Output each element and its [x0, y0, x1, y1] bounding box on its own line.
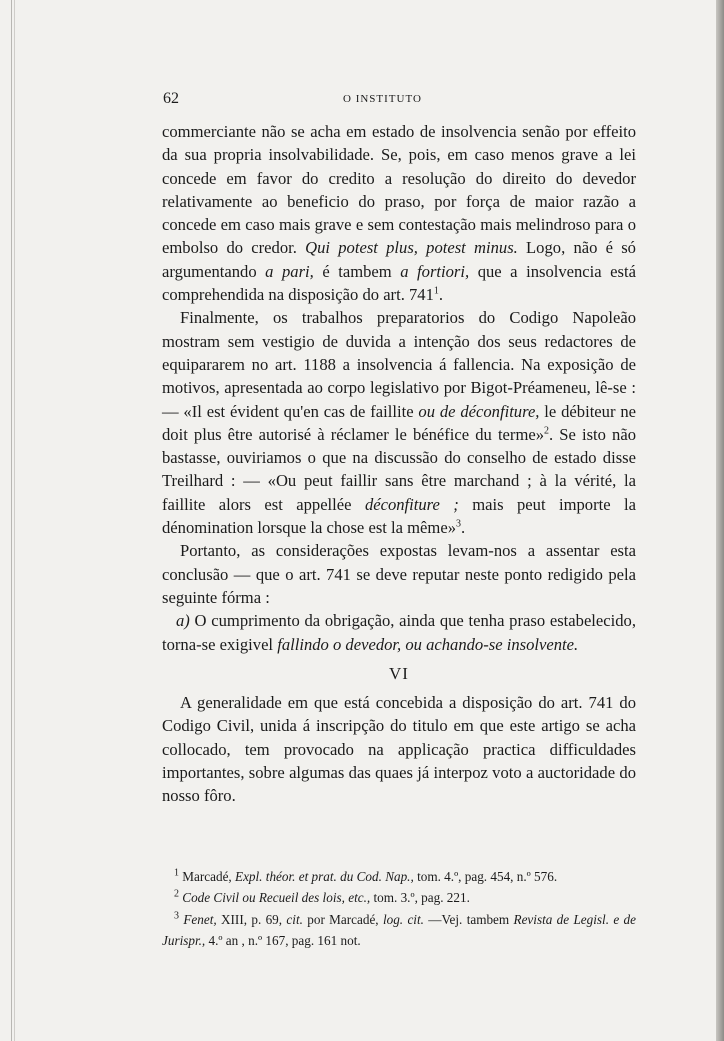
page-edge-shadow	[716, 0, 724, 1041]
page-number: 62	[163, 90, 179, 107]
paragraph-4: A generalidade em que está concebida a disposição do art. 741 do Codigo Civil, unida á inscripção do titulo em que este artigo se acha collocado, tem provocado na applicação practica difficuldades importantes, sobre algumas das quaes já interpoz voto a auctoridade do nosso fôro.	[162, 693, 636, 806]
footnote-3: $^3$ Fenet, XIII, p. 69, cit. por Marcadé, log. cit. —Vej. tambem Revista de Legisl. e de Jurispr., 4.º an , n.º 167, pag. 161 not.	[162, 910, 636, 948]
footnote-ref-3: 3	[456, 518, 461, 530]
footnote-2: $^2$ Code Civil ou Recueil des lois, etc., tom. 3.º, pag. 221.	[174, 888, 470, 906]
paragraph-2: Finalmente, os trabalhos preparatorios do Codigo Napoleão mostram sem vestigio de duvida a intenção dos seus redactores de equipararem no art. 1188 a insolvencia á fallencia. Na exposição de motivos, apresentada ao corpo legislativo por Bigot-Préameneu, lê-se : — «Il est évident qu'en cas de faillite ou de déconfiture, le débiteur ne doit plus être autorisé à réclamer le bénéfice du terme»$^2$. Se isto não bastasse, ouviriamos o que na discussão do conselho de estado disse Treilhard : — «Ou peut faillir sans être marchand ; à la vérité, la faillite alors est appellée déconfiture ; mais peut importe la dénomination lorsque la chose est la même»$^3$.	[162, 308, 636, 538]
gutter-line-inner	[14, 0, 15, 1041]
conclusion-item-a: a) O cumprimento da obrigação, ainda que tenha praso estabelecido, torna-se exigivel fallindo o devedor, ou achando-se insolvente.	[162, 611, 636, 654]
page-header	[163, 90, 635, 112]
gutter-line	[11, 0, 12, 1041]
paragraph-3: Portanto, as considerações expostas levam-nos a assentar esta conclusão — que o art. 741 se deve reputar neste ponto redigido pela seguinte fórma :	[162, 541, 636, 607]
paragraph-1: commerciante não se acha em estado de insolvencia senão por effeito da sua propria insolvabilidade. Se, pois, em caso menos grave a lei concede em favor do credito a resolução do direito do devedor relativamente ao beneficio do praso, por força de maior razão a concede em caso mais grave e sem contestação mais melindroso para o embolso do credor. Qui potest plus, potest minus. Logo, não é só argumentando a pari, é tambem a fortiori, que a insolvencia está comprehendida na disposição do art. $741^1$.	[162, 122, 636, 305]
footnote-1: $^1$ Marcadé, Expl. théor. et prat. du Cod. Nap., tom. 4.º, pag. 454, n.º 576.	[174, 867, 558, 884]
running-head: O INSTITUTO	[343, 93, 422, 105]
section-heading: VI	[389, 663, 409, 683]
footnotes	[162, 866, 636, 951]
footnote-ref-2: 2	[544, 425, 550, 437]
footnote-ref-1: 1	[433, 285, 439, 297]
body-text	[162, 120, 636, 808]
